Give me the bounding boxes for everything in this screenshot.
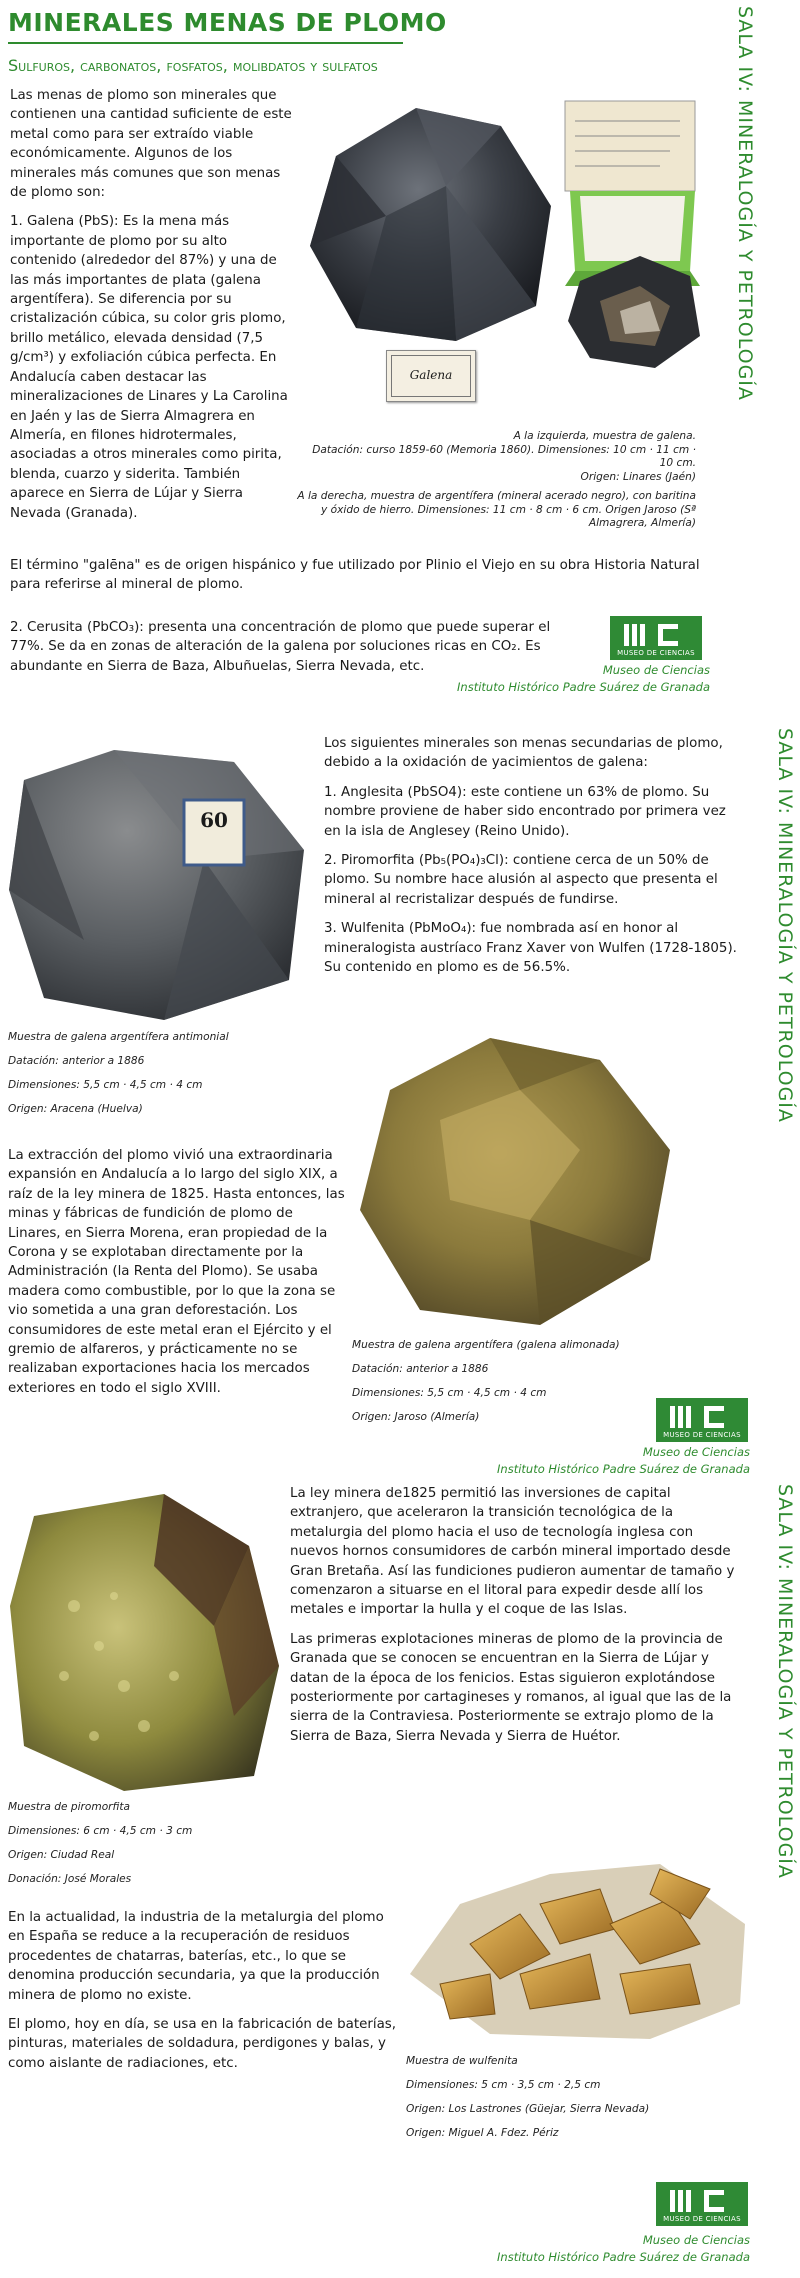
cap-antimonial-title: Muestra de galena argentífera antimonial	[8, 1031, 229, 1043]
galena-term-paragraph: El término "galēna" es de origen hispánico y fue utilizado por Plinio el Viejo en su obra Historia Natural para referirse al mineral de plomo.	[10, 558, 700, 593]
institute-name: Instituto Histórico Padre Suárez de Granada	[497, 1462, 750, 1476]
piromorfita-image	[4, 1486, 284, 1796]
galena-alimonada-image	[350, 1030, 680, 1330]
museum-name: Museo de Ciencias	[642, 1445, 750, 1459]
museum-logo-3	[656, 2182, 748, 2226]
museum-logo-1	[610, 616, 702, 660]
caption-right: A la derecha, muestra de argentífera (mineral acerado negro), con baritina y óxido de hierro. Dimensiones: 11 cm · 8 cm · 6 cm. Origen Jaroso (Sª Almagrera, Almería)	[297, 490, 696, 529]
cap-alimonada-dim: Dimensiones: 5,5 cm · 4,5 cm · 4 cm	[352, 1387, 547, 1399]
cap-antimonial-date: Datación: anterior a 1886	[8, 1055, 145, 1067]
argentifera-sample-image	[560, 96, 705, 376]
galena-sample-image	[296, 96, 566, 346]
cap-wulfenita-from: Origen: Miguel A. Fdez. Périz	[406, 2127, 559, 2139]
wulfenita-image	[400, 1834, 755, 2044]
museum-logo-text: MUSEO DE CIENCIAS	[663, 2215, 741, 2223]
museum-credit-2	[450, 1444, 750, 1478]
museum-name: Museo de Ciencias	[602, 663, 710, 677]
section3-caption-1	[8, 1800, 308, 1896]
cap-wulfenita-origin: Origen: Los Lastrones (Güejar, Sierra Nevada)	[406, 2103, 650, 2115]
cap-alimonada-date: Datación: anterior a 1886	[352, 1363, 489, 1375]
intro-paragraph: Las menas de plomo son minerales que contienen una cantidad suficiente de este metal como para ser extraído viable económicamente. Algunos de los minerales más comunes que son menas de plomo son:	[10, 88, 292, 201]
museum-logo-2	[656, 1398, 748, 1442]
title-underline	[8, 42, 403, 44]
section3-text-2	[8, 1908, 398, 2083]
ley-paragraph: La ley minera de1825 permitió las inversiones de capital extranjero, que aceleraron la transición tecnológica de la metalurgia del plomo hacia el uso de tecnología inglesa con nuevos hornos consumidores de carbón mineral importado desde Gran Bretaña. Así las fundiciones pudieron aumentar de tamaño y comenzaron a situarse en el litoral para expedir desde allí los metales e importar la hulla y el coque de las Islas.	[290, 1486, 735, 1618]
caption-left-3: Origen: Linares (Jaén)	[580, 470, 696, 483]
section3-text	[290, 1484, 745, 1756]
section1-caption	[296, 430, 696, 540]
galena-paragraph: 1. Galena (PbS): Es la mena más importante de plomo por su alto contenido (alrededor del 87%) y una de las más importantes de plata (galena argentífera). Se diferencia por su cristalización cúbica, su color gris plomo, brillo metálico, elevada densidad (7,5 g/cm³) y exfoliación cúbica perfecta. En Andalucía caben destacar las mineralizaciones de Linares y La Carolina en Jaén y las de Sierra Almagrera en Almería, en filones hidrotermales, asociadas a otros minerales como pirita, blenda, cuarzo y siderita. También aparece en Sierra de Lújar y Sierra Nevada (Granada).	[10, 214, 288, 521]
secondary-intro: Los siguientes minerales son menas secundarias de plomo, debido a la oxidación de yacimientos de galena:	[324, 736, 723, 771]
section1-text	[10, 86, 295, 533]
caption-left-1: A la izquierda, muestra de galena.	[513, 430, 696, 442]
actualidad-paragraph: En la actualidad, la industria de la metalurgia del plomo en España se reduce a la recuperación de residuos procedentes de chatarras, baterías, etc., lo que se denomina producción secundaria, ya que la producción minera de plomo no existe.	[8, 1910, 384, 2003]
usos-paragraph: El plomo, hoy en día, se usa en la fabricación de baterías, pinturas, materiales de soldadura, perdigones y balas, y como aislante de radiaciones, etc.	[8, 2017, 397, 2071]
section3-caption-2	[406, 2054, 736, 2150]
museum-credit-1	[420, 662, 710, 696]
page-title: MINERALES MENAS DE PLOMO	[8, 8, 447, 37]
cap-wulfenita-title: Muestra de wulfenita	[406, 2055, 518, 2067]
granada-paragraph: Las primeras explotaciones mineras de plomo de la provincia de Granada que se conocen se encuentran en la Sierra de Lújar y datan de la época de los fenicios. Estas siguieron explotándose posteriormente por cartagineses y romanos, al igual que las de la sierra de la Contraviesa. Posteriormente se extrajo plomo de la Sierra de Baza, Sierra Nevada y Sierra de Huétor.	[290, 1631, 732, 1744]
cap-alimonada-title: Muestra de galena argentífera (galena alimonada)	[352, 1339, 620, 1351]
piromorfita-paragraph: 2. Piromorfita (Pb₅(PO₄)₃Cl): contiene cerca de un 50% de plomo. Su nombre hace alusión al aspecto que presenta el mineral al recristalizar después de fundirse.	[324, 853, 718, 907]
museum-credit-3	[450, 2232, 750, 2266]
institute-name: Instituto Histórico Padre Suárez de Granada	[497, 2250, 750, 2264]
section2-caption-1	[8, 1030, 308, 1126]
galena-label-card	[386, 350, 476, 402]
museum-logo-text: MUSEO DE CIENCIAS	[617, 649, 695, 657]
caption-left-2: Datación: curso 1859-60 (Memoria 1860). Dimensiones: 10 cm · 11 cm · 10 cm.	[312, 443, 696, 469]
sample-number-label: 60	[200, 808, 228, 832]
institute-name: Instituto Histórico Padre Suárez de Granada	[457, 680, 710, 694]
section2-text	[324, 734, 744, 987]
cap-alimonada-origin: Origen: Jaroso (Almería)	[352, 1411, 480, 1423]
cap-wulfenita-dim: Dimensiones: 5 cm · 3,5 cm · 2,5 cm	[406, 2079, 601, 2091]
galena-antimonial-image	[4, 740, 314, 1025]
cap-piromorfita-dim: Dimensiones: 6 cm · 4,5 cm · 3 cm	[8, 1825, 193, 1837]
cap-piromorfita-donation: Donación: José Morales	[8, 1873, 132, 1885]
cap-antimonial-origin: Origen: Aracena (Huelva)	[8, 1103, 143, 1115]
cerusita-paragraph: 2. Cerusita (PbCO₃): presenta una concentración de plomo que puede superar el 77%. Se da en zonas de alteración de la galena por soluciones ricas en CO₂. Es abundante en Sierra de Baza, Albuñuelas, Sierra Nevada, etc.	[10, 620, 551, 674]
museum-logo-text: MUSEO DE CIENCIAS	[663, 1431, 741, 1439]
anglesita-paragraph: 1. Anglesita (PbSO4): este contiene un 63% de plomo. Su nombre proviene de haber sido encontrado por primera vez en la isla de Anglesey (Reino Unido).	[324, 784, 726, 839]
wulfenita-paragraph: 3. Wulfenita (PbMoO₄): fue nombrada así en honor al mineralogista austríaco Franz Xaver von Wulfen (1728-1805). Su contenido en plomo es de 56.5%.	[324, 921, 737, 976]
page-subtitle: Sulfuros, carbonatos, fosfatos, molibdatos y sulfatos	[8, 56, 378, 75]
extraction-paragraph: La extracción del plomo vivió una extraordinaria expansión en Andalucía a lo largo del siglo XIX, a raíz de la ley minera de 1825. Hasta entonces, las minas y fábricas de fundición de plomo de Linares, en Sierra Morena, eran propiedad de la Corona y se explotaban directamente por la Administración (la Renta del Plomo). Se usaba madera como combustible, por lo que la zona se vio sometida a una gran deforestación. Los consumidores de este metal eran el Ejército y el gremio de alfareros, y prácticamente no se realizaban exportaciones hacia los mercados exteriores en todo el siglo XVIII.	[8, 1148, 345, 1396]
cap-piromorfita-title: Muestra de piromorfita	[8, 1801, 131, 1813]
galena-label-text: Galena	[409, 368, 453, 382]
side-label-3: SALA IV: MINERALOGÍA Y PETROLOGÍA	[774, 1484, 796, 1879]
cap-piromorfita-origin: Origen: Ciudad Real	[8, 1849, 115, 1861]
side-label-1: SALA IV: MINERALOGÍA Y PETROLOGÍA	[734, 6, 756, 401]
cap-antimonial-dim: Dimensiones: 5,5 cm · 4,5 cm · 4 cm	[8, 1079, 203, 1091]
museum-name: Museo de Ciencias	[642, 2233, 750, 2247]
side-label-2: SALA IV: MINERALOGÍA Y PETROLOGÍA	[774, 728, 796, 1123]
